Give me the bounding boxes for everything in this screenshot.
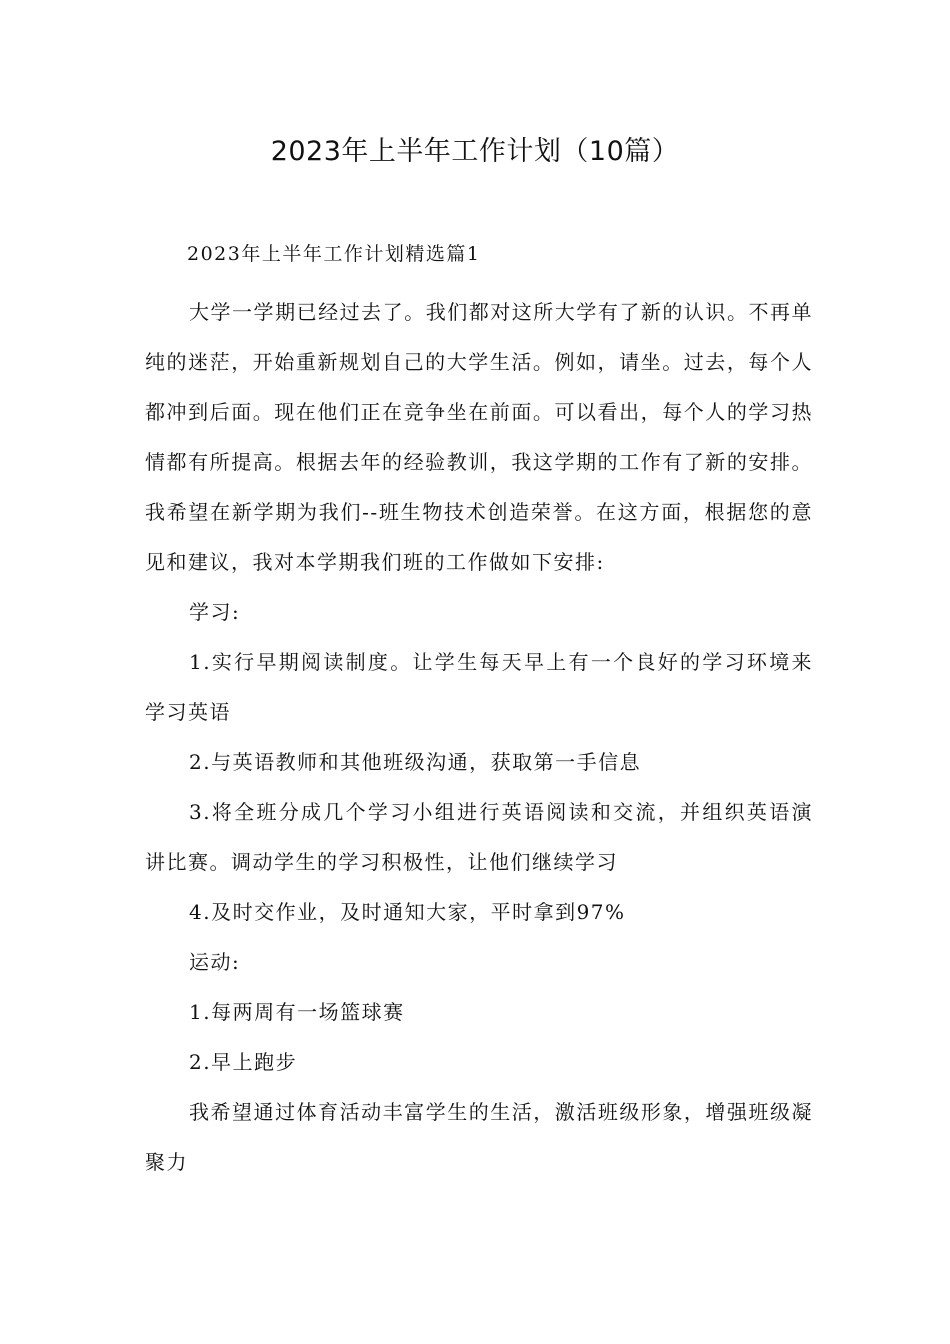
paragraph-study-item-1: 1.实行早期阅读制度。让学生每天早上有一个良好的学习环境来学习英语 [145,650,813,724]
paragraph-closing: 我希望通过体育活动丰富学生的生活，激活班级形象，增强班级凝聚力 [145,1100,813,1174]
paragraph-sports-item-1: 1.每两周有一场篮球赛 [189,1000,405,1024]
paragraph-study-heading: 学习: [189,600,241,624]
paragraph-intro: 大学一学期已经过去了。我们都对这所大学有了新的认识。不再单纯的迷茫，开始重新规划自己的大学生活。例如，请坐。过去，每个人都冲到后面。现在他们正在竞争坐在前面。可以看出，每个人的学习热情都有所提高。根据去年的经验教训，我这学期的工作有了新的安排。我希望在新学期为我们--班生物技术创造荣誉。在这方面，根据您的意见和建议，我对本学期我们班的工作做如下安排: [145,300,813,574]
paragraph-study-item-2: 2.与英语教师和其他班级沟通，获取第一手信息 [189,750,642,774]
paragraph-study-item-4: 4.及时交作业，及时通知大家，平时拿到97% [189,900,626,924]
document-title: 2023年上半年工作计划（10篇） [270,136,680,167]
section-heading: 2023年上半年工作计划精选篇1 [187,243,481,265]
paragraph-sports-heading: 运动: [189,950,241,974]
document-body [145,287,813,1187]
paragraph-study-item-3: 3.将全班分成几个学习小组进行英语阅读和交流，并组织英语演讲比赛。调动学生的学习积极性，让他们继续学习 [145,800,813,874]
paragraph-sports-item-2: 2.早上跑步 [189,1050,298,1074]
